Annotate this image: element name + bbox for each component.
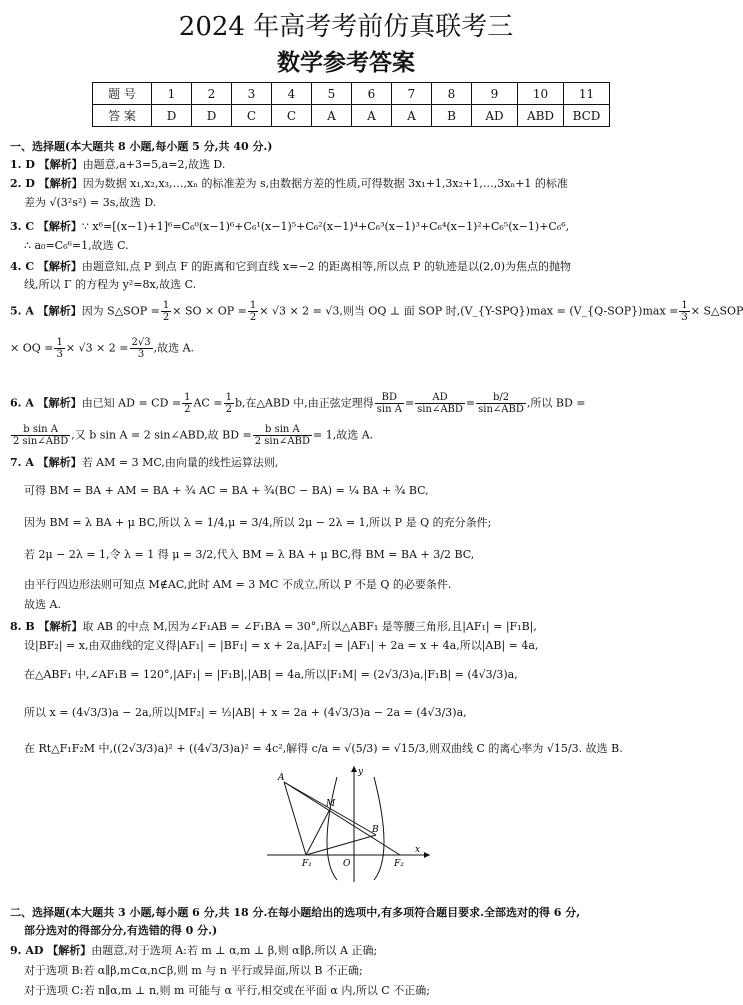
numerator: 1	[249, 300, 257, 311]
denominator: 2 sin∠ABD	[13, 436, 69, 447]
fraction	[130, 337, 153, 360]
numerator: 1	[184, 392, 191, 403]
fraction	[253, 424, 312, 447]
table-row	[93, 83, 610, 105]
fraction	[248, 300, 258, 323]
solution-text	[10, 337, 194, 360]
numerator: b sin A	[11, 424, 70, 436]
fraction	[161, 300, 171, 323]
label-A: A	[278, 773, 285, 783]
fraction	[476, 392, 526, 415]
question-tag: 2. D 【解析】	[10, 177, 83, 190]
question-tag: 4. C 【解析】	[10, 260, 82, 273]
solution-text: × √3 × 2 = √3,则当 OQ ⊥ 面 SOP 时,(V_{Y-SPQ})max = (V_{Q-SOP})max =	[259, 304, 679, 318]
solution-text: 对于选项 C:若 n∥α,m ⊥ n,则 m 可能与 α 平行,相交或在平面 α 内,所以 C 不正确;	[24, 984, 430, 997]
table-cell: 3	[232, 83, 272, 105]
numerator: 1	[56, 337, 63, 348]
table-cell: D	[192, 105, 232, 127]
solution-text: 若 2μ − 2λ = 1,令 λ = 1 得 μ = 3/2,代入 BM = λ BA + μ BC,得 BM = BA + 3/2 BC,	[24, 548, 475, 561]
solution-text: 由平行四边形法则可知点 M∉AC,此时 AM = 3 MC 不成立,所以 P 不是 Q 的必要条件.	[24, 578, 452, 591]
denominator: 3	[681, 312, 688, 323]
solution-text: = 1,故选 A.	[313, 428, 374, 442]
solution-text: 取 AB 的中点 M,因为∠F₁AB = ∠F₁BA = 30°,所以△ABF₁ 是等腰三角形,且|AF₁| = |F₁B|,	[82, 620, 537, 633]
table-cell: 2	[192, 83, 232, 105]
solution-text: ∵ x⁶=[(x−1)+1]⁶=C₆⁰(x−1)⁶+C₆¹(x−1)⁵+C₆²(x−1)⁴+C₆³(x−1)³+C₆⁴(x−1)²+C₆⁵(x−1)+C₆⁶,	[81, 220, 570, 233]
table-header-cell: 答 案	[93, 105, 152, 127]
table-cell: A	[392, 105, 432, 127]
solution-text: 由题意,a+3=5,a=2,故选 D.	[82, 158, 226, 171]
label-O: O	[343, 859, 351, 869]
denominator: 2	[162, 312, 170, 323]
solution-q7	[10, 456, 278, 470]
answer-table	[92, 82, 610, 127]
y-axis-arrow	[351, 766, 357, 772]
hyperbola-diagram	[262, 762, 432, 882]
denominator: 2	[225, 404, 232, 415]
solution-text: b,在△ABD 中,由正弦定理得	[234, 396, 374, 410]
numerator: 2√3	[131, 337, 151, 348]
table-cell: 11	[564, 83, 610, 105]
label-F1: F₁	[302, 859, 312, 869]
table-cell: ABD	[518, 105, 564, 127]
solution-text: 线,所以 Γ 的方程为 y²=8x,故选 C.	[24, 278, 197, 291]
hyperbola-left-branch	[327, 777, 337, 880]
solution-text: 由题意,对于选项 A:若 m ⊥ α,m ⊥ β,则 α∥β,所以 A 正确;	[91, 944, 378, 957]
label-F2: F₂	[394, 859, 404, 869]
denominator: sin∠ABD	[478, 404, 524, 415]
numerator: AD	[415, 392, 465, 404]
solution-text: AC =	[193, 396, 223, 410]
table-cell: A	[352, 105, 392, 127]
numerator: 1	[681, 300, 688, 311]
solution-text: × √3 × 2 =	[65, 341, 129, 355]
solution-text: × OQ =	[10, 341, 54, 355]
solution-q9	[10, 944, 377, 958]
question-tag: 5. A 【解析】	[10, 304, 82, 318]
section-heading: 部分选对的得部分分,有选错的得 0 分.)	[24, 924, 218, 937]
fraction	[54, 337, 64, 360]
question-tag: 1. D 【解析】	[10, 158, 83, 171]
question-tag: 6. A 【解析】	[10, 396, 82, 410]
page-subtitle: 数学参考答案	[277, 50, 415, 76]
denominator: 2 sin∠ABD	[254, 436, 311, 447]
table-cell: C	[272, 105, 312, 127]
solution-text: 故选 A.	[24, 598, 61, 611]
segment-F1M	[306, 809, 330, 855]
table-header-cell: 题 号	[93, 83, 152, 105]
solution-text: =	[404, 396, 415, 410]
solution-text: 由已知 AD = CD =	[81, 396, 182, 410]
fraction	[375, 392, 404, 415]
denominator: sin A	[376, 404, 402, 415]
numerator: BD	[375, 392, 404, 404]
denominator: 2	[249, 312, 257, 323]
table-cell: 6	[352, 83, 392, 105]
denominator: sin∠ABD	[417, 404, 463, 415]
x-axis-arrow	[424, 852, 430, 858]
solution-text: 所以 x = (4√3/3)a − 2a,所以|MF₂| = ½|AB| + x = 2a + (4√3/3)a − 2a = (4√3/3)a,	[24, 706, 467, 719]
question-tag: 9. AD 【解析】	[10, 944, 92, 957]
solution-q8	[10, 620, 537, 634]
solution-text: × S△SOP	[690, 304, 743, 318]
solution-q3	[10, 220, 569, 234]
denominator: 3	[56, 349, 63, 360]
denominator: 2	[184, 404, 191, 415]
question-tag: 8. B 【解析】	[10, 620, 83, 633]
table-cell: 10	[518, 83, 564, 105]
solution-text: 若 AM = 3 MC,由向量的线性运算法则,	[81, 456, 279, 469]
table-cell: D	[152, 105, 192, 127]
fraction	[182, 392, 192, 415]
numerator: b/2	[476, 392, 526, 404]
fraction	[415, 392, 465, 415]
fraction	[679, 300, 689, 323]
solution-text: 可得 BM = BA + AM = BA + ¾ AC = BA + ¾(BC − BA) = ¼ BA + ¾ BC,	[24, 484, 429, 497]
solution-text: 因为 BM = λ BA + μ BC,所以 λ = 1/4,μ = 3/4,所以 2μ − 2λ = 1,所以 P 是 Q 的充分条件;	[24, 516, 492, 529]
solution-text: 设|BF₂| = x,由双曲线的定义得|AF₁| = |BF₁| = x + 2a,|AF₂| = |AF₁| + 2a = x + 4a,所以|AB| = 4a,	[24, 639, 539, 652]
table-cell: B	[432, 105, 472, 127]
question-tag: 7. A 【解析】	[10, 456, 82, 469]
table-cell: 8	[432, 83, 472, 105]
table-row	[93, 105, 610, 127]
table-cell: BCD	[564, 105, 610, 127]
solution-text: 在 Rt△F₁F₂M 中,((2√3/3)a)² + ((4√3/3)a)² = 4c²,解得 c/a = √(5/3) = √15/3,则双曲线 C 的离心率为 √15/3. 故选 B.	[24, 742, 623, 755]
table-cell: 7	[392, 83, 432, 105]
table-cell: A	[312, 105, 352, 127]
solution-text	[10, 424, 373, 447]
solution-q1	[10, 158, 225, 172]
numerator: 1	[225, 392, 232, 403]
label-y: y	[358, 767, 364, 777]
label-M: M	[326, 799, 336, 809]
section-heading: 二、选择题(本大题共 3 小题,每小题 6 分,共 18 分.在每小题给出的选项中,有多项符合题目要求.全部选对的得 6 分,	[10, 906, 581, 919]
table-cell: 9	[472, 83, 518, 105]
label-B: B	[372, 825, 379, 835]
section-heading: 一、选择题(本大题共 8 小题,每小题 5 分,共 40 分.)	[10, 140, 273, 153]
solution-text: 差为 √(3²s²) = 3s,故选 D.	[24, 196, 157, 209]
numerator: b sin A	[253, 424, 312, 436]
solution-q5	[10, 300, 743, 323]
solution-text: 由题意知,点 P 到点 F 的距离和它到直线 x=−2 的距离相等,所以点 P 的轨迹是以(2,0)为焦点的抛物	[81, 260, 572, 273]
solution-text: ∴ a₀=C₆⁶=1,故选 C.	[24, 239, 129, 252]
solution-text: ,故选 A.	[153, 341, 195, 355]
solution-q6	[10, 392, 586, 415]
page-title: 2024 年高考考前仿真联考三	[178, 12, 514, 42]
table-cell: 5	[312, 83, 352, 105]
solution-text: × SO × OP =	[172, 304, 247, 318]
solution-q2	[10, 177, 568, 191]
solution-q4	[10, 260, 571, 274]
solution-text: 对于选项 B:若 α∥β,m⊂α,n⊂β,则 m 与 n 平行或异面,所以 B 不正确;	[24, 964, 363, 977]
fraction	[224, 392, 234, 415]
solution-text: 在△ABF₁ 中,∠AF₁B = 120°,|AF₁| = |F₁B|,|AB| = 4a,所以|F₁M| = (2√3/3)a,|F₁B| = (4√3/3)a,	[24, 668, 518, 681]
fraction	[11, 424, 70, 447]
table-cell: C	[232, 105, 272, 127]
solution-text: =	[465, 396, 476, 410]
solution-text: 因为 S△SOP =	[81, 304, 160, 318]
denominator: 3	[137, 349, 145, 360]
question-tag: 3. C 【解析】	[10, 220, 82, 233]
solution-text: ,所以 BD =	[526, 396, 586, 410]
numerator: 1	[162, 300, 170, 311]
solution-text: 因为数据 x₁,x₂,x₃,…,xₙ 的标准差为 s,由数据方差的性质,可得数据 3x₁+1,3x₂+1,…,3xₙ+1 的标准	[82, 177, 568, 190]
table-cell: 1	[152, 83, 192, 105]
label-x: x	[415, 845, 421, 855]
table-cell: 4	[272, 83, 312, 105]
segment-F1B	[306, 835, 376, 855]
solution-text: ,又 b sin A = 2 sin∠ABD,故 BD =	[71, 428, 252, 442]
table-cell: AD	[472, 105, 518, 127]
